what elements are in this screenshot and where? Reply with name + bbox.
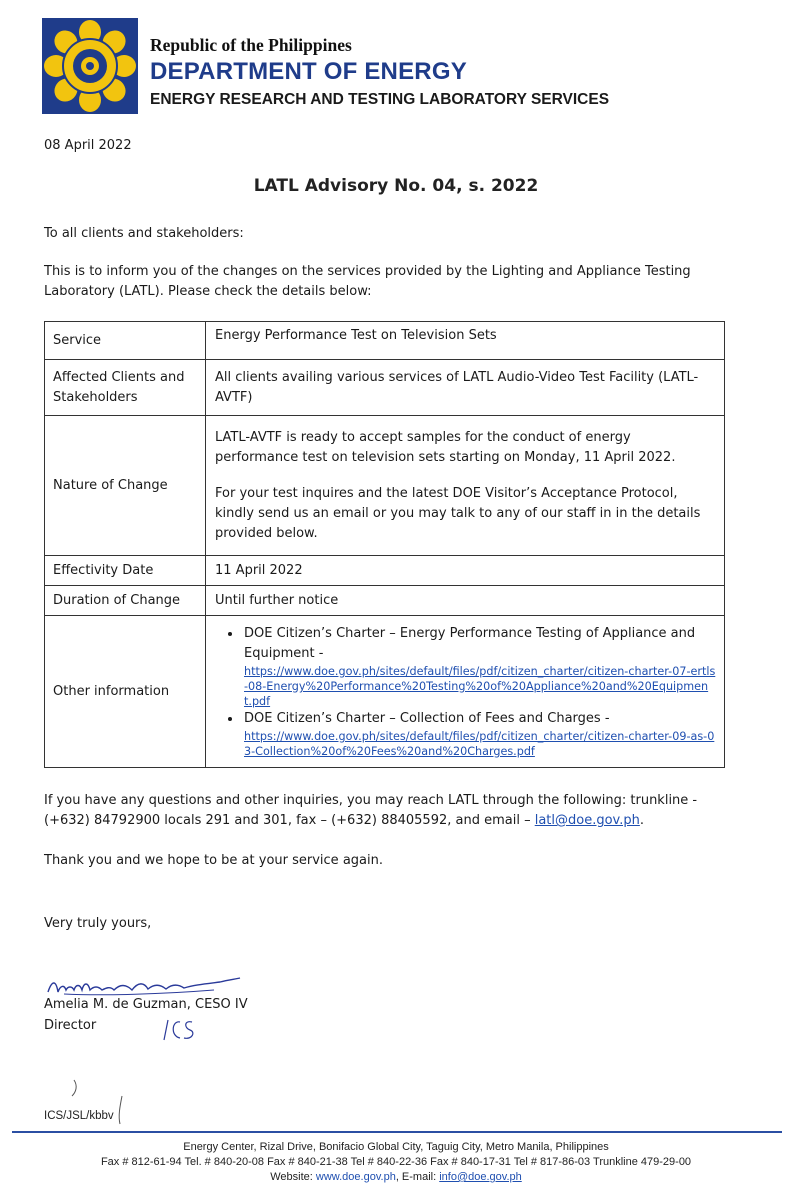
signer-name: Amelia M. de Guzman, CESO IV — [44, 997, 248, 1012]
row-value — [206, 616, 725, 768]
row-value — [206, 416, 725, 556]
nature-paragraph-1: LATL-AVTF is ready to accept samples for the conduct of energy performance test on television sets starting on Monday, 11 April 2022. — [215, 429, 676, 465]
row-value: Energy Performance Test on Television Sets — [206, 322, 725, 360]
row-label: Affected Clients and Stakeholders — [45, 360, 206, 416]
table-row-duration — [45, 586, 725, 616]
footer-website-line — [0, 1170, 792, 1185]
advisory-details-table — [44, 321, 725, 768]
latl-email-link[interactable]: latl@doe.gov.ph — [534, 813, 640, 828]
row-label: Effectivity Date — [45, 556, 206, 586]
list-item-text: DOE Citizen’s Charter – Collection of Fees and Charges - — [244, 711, 610, 726]
website-link[interactable]: www.doe.gov.ph — [315, 1171, 396, 1183]
row-label: Service — [45, 322, 206, 360]
department-heading: DEPARTMENT OF ENERGY — [150, 58, 467, 85]
nature-paragraph-2: For your test inquires and the latest DOE Visitor’s Acceptance Protocol, kindly send us an email or you may talk to any of our staff in in the details provided below. — [215, 485, 701, 541]
row-label: Other information — [45, 616, 206, 768]
contact-text: If you have any questions and other inquiries, you may reach LATL through the following: trunkline -(+632) 84792900 locals 291 and 301, fax – (+632) 88405592, and email – — [44, 793, 698, 828]
citizen-charter-link[interactable]: https://www.doe.gov.ph/sites/default/files/pdf/citizen_charter/citizen-charter-07-ertls-08-Energy%20Performance%20Testing%20of%20Appliance%20and%20Equipment.pdf — [244, 665, 716, 708]
signer-title: Director — [44, 1018, 97, 1033]
list-item-text: DOE Citizen’s Charter – Energy Performance Testing of Appliance and Equipment - — [244, 626, 696, 661]
row-value: All clients availing various services of LATL Audio-Video Test Facility (LATL-AVTF) — [206, 360, 725, 416]
footer-address: Energy Center, Rizal Drive, Bonifacio Global City, Taguig City, Metro Manila, Philippines — [183, 1141, 609, 1153]
list-item — [242, 709, 716, 759]
lab-heading: ENERGY RESEARCH AND TESTING LABORATORY SERVICES — [150, 91, 610, 108]
contact-paragraph — [44, 791, 734, 831]
republic-heading: Republic of the Philippines — [150, 35, 352, 55]
footer-email-link[interactable]: info@doe.gov.ph — [439, 1171, 522, 1183]
doe-seal-logo — [42, 18, 138, 114]
thanks-line: Thank you and we hope to be at your service again. — [44, 853, 383, 868]
reference-code: ICS/JSL/kbbv — [44, 1110, 114, 1122]
list-item — [242, 624, 716, 709]
closing-line: Very truly yours, — [44, 916, 152, 931]
email-label: , E-mail: — [395, 1171, 440, 1183]
table-row-other — [45, 616, 725, 768]
intro-paragraph: This is to inform you of the changes on the services provided by the Lighting and Appliance Testing Laboratory (LATL). Please check the details below: — [44, 264, 691, 299]
salutation: To all clients and stakeholders: — [44, 226, 244, 241]
footer-divider — [12, 1131, 782, 1133]
handwritten-initials — [160, 1014, 196, 1044]
website-label: Website: — [270, 1171, 316, 1183]
row-value: 11 April 2022 — [206, 556, 725, 586]
table-row-affected — [45, 360, 725, 416]
contact-end: . — [639, 813, 644, 828]
table-row-nature — [45, 416, 725, 556]
row-label: Duration of Change — [45, 586, 206, 616]
row-value: Until further notice — [206, 586, 725, 616]
fees-charter-link[interactable]: https://www.doe.gov.ph/sites/default/files/pdf/citizen_charter/citizen-charter-09-as-03-Collection%20of%20Fees%20and%20Charges.pdf — [244, 730, 715, 758]
other-info-list — [215, 624, 716, 759]
table-row-service — [45, 322, 725, 360]
letter-date: 08 April 2022 — [44, 138, 132, 153]
footer-phone-numbers: Fax # 812-61-94 Tel. # 840-20-08 Fax # 840-21-38 Tel # 840-22-36 Fax # 840-17-31 Tel # 817-86-03 Trunkline 479-29-00 — [100, 1156, 692, 1168]
row-label: Nature of Change — [45, 416, 206, 556]
advisory-title: LATL Advisory No. 04, s. 2022 — [253, 176, 539, 196]
table-row-effectivity — [45, 556, 725, 586]
